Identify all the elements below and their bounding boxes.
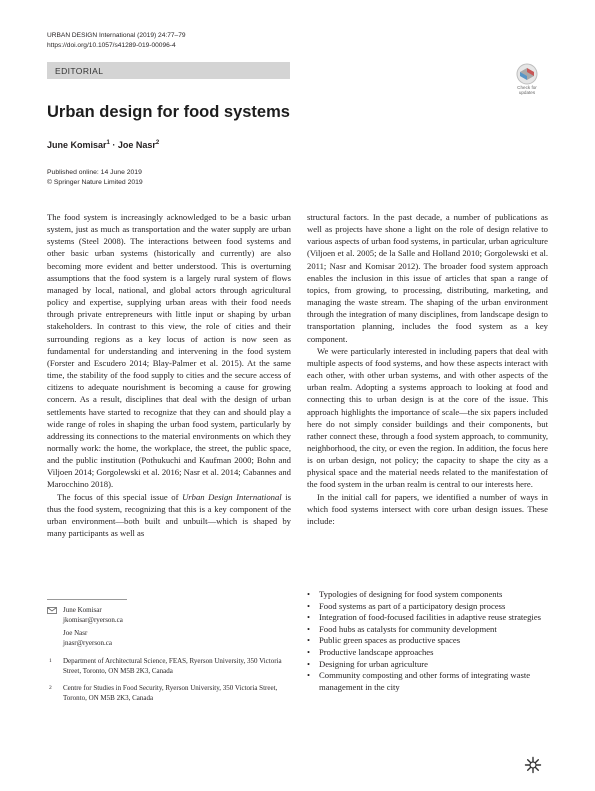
body-paragraph: In the initial call for papers, we identified a number of ways in which food systems intersect with core urban design issues. These include: <box>307 491 548 526</box>
body-paragraph: The food system is increasingly acknowledged to be a basic urban system, just as much as transportation and the water supply are urban systems (Steel 2008). The interactions between food systems and other basic urban systems (historically and currently) are also becoming more evident and better understood. This is overturning assumptions that the food system is a largely rural system of flows managed by local, national, and global actors through agricultural policy and expertise, supplying urban areas with their food needs through private entrepreneurs with little input or shaping by urban stakeholders. In contrast to this view, the role of cities and their surrounding regions as a key locus of action is now seen as fundamental for understanding and intervening in the food system (Forster and Escudero 2014; Blay-Palmer et al. 2015). At the same time, the stability of the food supply to cities and the secure access of citizens to adequate nourishment is becoming a cause for growing concern. As a result, disciplines that deal with the design of urban settlements have started to recognize that they can and should play a wide range of roles in shaping the urban food system, particularly by addressing its connections to the material environments on which they normally work: the home, the workplace, the street, the public space, and the public institution (Pothukuchi and Kaufman 2000; Bohn and Viljoen 2014; Gorgolewski et al. 2016; Nasr et al. 2014; Cabannes and Marocchino 2018). <box>47 212 291 490</box>
list-item: • Food systems as part of a participatory design process <box>307 601 548 613</box>
footnote-divider <box>47 599 127 600</box>
journal-name: Urban Design International <box>182 491 282 502</box>
list-item: • Typologies of designing for food system components <box>307 589 548 601</box>
body-column-right <box>307 211 548 527</box>
affiliation-footnote <box>47 684 291 703</box>
footnote-number: 1 <box>49 657 52 664</box>
list-item: • Designing for urban agriculture <box>307 659 548 671</box>
article-title: Urban design for food systems <box>47 103 290 121</box>
crossmark-icon <box>510 62 544 96</box>
affiliation-text: Centre for Studies in Food Security, Ryerson University, 350 Victoria Street, Toronto, ON M5B 2K3, Canada <box>63 684 278 702</box>
author-separator: · <box>109 140 118 150</box>
envelope-icon <box>47 607 57 618</box>
affiliation-marker: 2 <box>155 140 160 146</box>
list-item: • Food hubs as catalysts for community development <box>307 624 548 636</box>
journal-citation: URBAN DESIGN International (2019) 24:77–79 <box>47 32 186 39</box>
copyright-notice: © Springer Nature Limited 2019 <box>47 178 143 186</box>
affiliation-text: Department of Architectural Science, FEAS, Ryerson University, 350 Victoria Street, Toronto, ON M5B 2K3, Canada <box>63 656 282 675</box>
correspondence-block <box>47 606 291 704</box>
email-link[interactable]: jkomisar@ryerson.ca <box>63 615 123 624</box>
published-date: Published online: 14 June 2019 <box>47 169 142 176</box>
doi-link[interactable]: https://doi.org/10.1057/s41289-019-00096-4 <box>47 41 176 49</box>
email-link[interactable]: jnasr@ryerson.ca <box>63 639 113 648</box>
correspondence-entry <box>47 606 291 649</box>
article-type-badge <box>47 62 290 79</box>
body-paragraph: structural factors. In the past decade, a number of publications as well as projects have shone a light on the role of design relative to various aspects of urban food systems, in particular, urban agriculture (Viljoen et al. 2005; de la Salle and Holland 2010; Gorgolewski et al. 2011; Nasr and Komisar 2012). The broader food system approach enables the inclusion in this issue of articles that span a range of topics, from growing, to processing, distributing, marketing, and managing the waste stream. The shaping of the urban environment through the integration of many disciplines, from landscape design to transportation planning, includes the food system as a key component. <box>307 212 548 344</box>
svg-text:updates: updates <box>518 90 536 95</box>
corresponding-author-name: Joe Nasr <box>63 629 88 638</box>
affiliation-marker: 1 <box>106 140 110 146</box>
list-item: • Integration of food-focused facilities in adaptive reuse strategies <box>307 612 548 624</box>
journal-header <box>47 31 186 50</box>
author-name[interactable]: Joe Nasr <box>117 140 156 150</box>
svg-text:Check for: Check for <box>517 85 537 90</box>
topic-bullet-list <box>307 589 548 693</box>
body-paragraph: The focus of this special issue of Urban Design International is thus the food system, recognizing that this is a key component of the urban environment—both built and unbuilt—which is shaped by many participants as well as <box>47 491 291 539</box>
list-item: • Public green spaces as productive spaces <box>307 635 548 647</box>
author-name[interactable]: June Komisar <box>47 140 107 150</box>
check-for-updates-button[interactable] <box>510 62 544 96</box>
publication-info <box>47 168 143 187</box>
body-column-left <box>47 211 291 539</box>
list-item: • Community composting and other forms of integrating waste management in the city <box>307 670 548 693</box>
footnote-number: 2 <box>49 685 52 692</box>
springer-logo-icon <box>524 756 542 774</box>
list-item: • Productive landscape approaches <box>307 647 548 659</box>
article-type-label: EDITORIAL <box>55 66 104 76</box>
affiliation-footnote <box>47 657 291 676</box>
body-paragraph: We were particularly interested in including papers that deal with multiple aspects of food systems, and how these aspects interact with each other, with other urban systems, and with other aspects of the urban realm. Adopting a systems approach to looking at food and connecting this to urban design is at the core of the issue. This approach highlights the importance of scale—the six papers included here do not simply consider buildings and their components, but rather connect these, through a food system approach, to community, neighborhood, the city, or even the region. In addition, the focus here is on urban design, not policy; the capacity to shape the city as a physical space and the material needs related to the manifestation of the food system in the urban realm is central to our interests here. <box>307 345 548 490</box>
author-list <box>47 140 159 150</box>
corresponding-author-name: June Komisar <box>63 606 102 614</box>
